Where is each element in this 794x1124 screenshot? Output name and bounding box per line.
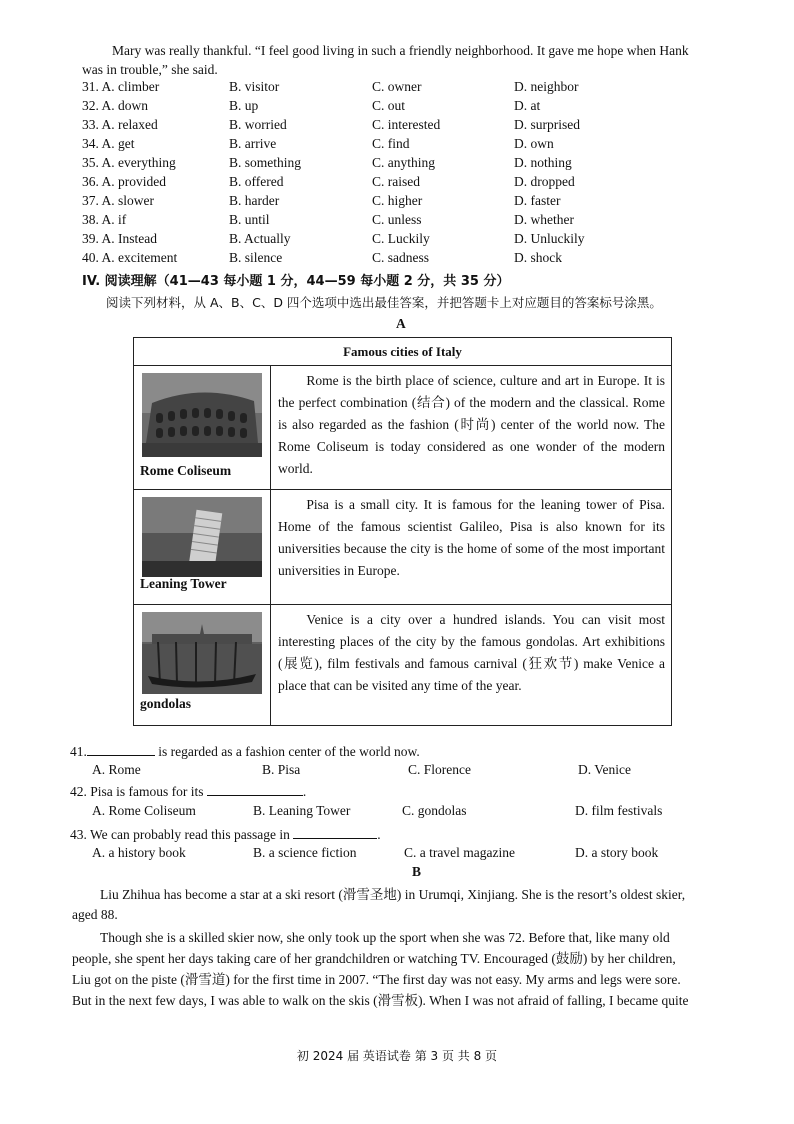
option-b: B. visitor <box>229 79 280 94</box>
question-42-options <box>0 803 794 822</box>
option-d: D. nothing <box>514 155 572 170</box>
image-cell <box>134 605 271 726</box>
question-end: . <box>377 827 381 842</box>
option-d: D. own <box>514 136 554 151</box>
option-c: C. find <box>372 136 410 151</box>
option-b: B. up <box>229 98 259 113</box>
option-a: 38. A. if <box>82 212 127 227</box>
passage-label-a: A <box>396 316 406 331</box>
option-a: 39. A. Instead <box>82 231 157 246</box>
option-d: D. whether <box>514 212 574 227</box>
cloze-row <box>0 98 794 117</box>
option-b: B. Leaning Tower <box>253 803 351 818</box>
option-c: C. unless <box>372 212 422 227</box>
cloze-row <box>0 231 794 250</box>
city-description: Venice is a city over a hundred islands. You can visit most interesting places of the city by the famous gondolas. Art exhibitions (展览), film festivals and famous carnival (狂欢节) make Venice a place that can be visited any time of the year. <box>271 605 672 726</box>
passage-b-line: But in the next few days, I was able to walk on the skis (滑雪板). When I was not afraid of falling, I became quite <box>72 993 689 1008</box>
option-a: A. a history book <box>92 845 186 860</box>
option-a: 34. A. get <box>82 136 135 151</box>
option-a: 33. A. relaxed <box>82 117 158 132</box>
cities-table <box>133 337 672 726</box>
option-b: B. offered <box>229 174 284 189</box>
question-stem: 43. We can probably read this passage in <box>70 827 294 842</box>
option-d: D. surprised <box>514 117 580 132</box>
option-b: B. harder <box>229 193 280 208</box>
cloze-row <box>0 79 794 98</box>
passage-b-line: Liu Zhihua has become a star at a ski resort (滑雪圣地) in Urumqi, Xinjiang. She is the resort’s oldest skier, <box>100 887 686 902</box>
option-c: C. anything <box>372 155 435 170</box>
question-end: . <box>302 784 307 799</box>
option-a: 37. A. slower <box>82 193 154 208</box>
option-a: 35. A. everything <box>82 155 176 170</box>
option-c: C. sadness <box>372 250 429 265</box>
section-heading: IV. 阅读理解（41—43 每小题 1 分，44—59 每小题 2 分，共 35 分） <box>82 274 510 289</box>
leaning-tower-image <box>142 497 262 577</box>
option-b: B. a science fiction <box>253 845 357 860</box>
option-b: B. something <box>229 155 302 170</box>
option-b: B. worried <box>229 117 287 132</box>
option-b: B. silence <box>229 250 283 265</box>
table-row <box>134 490 672 605</box>
passage-b-line: Though she is a skilled skier now, she only took up the sport when she was 72. Before that, like many old <box>100 930 670 945</box>
passage-b-line: Liu got on the piste (滑雪道) for the first time in 2007. “The first day was not easy. My arms and legs were sore. <box>72 972 681 987</box>
option-b: B. Pisa <box>262 762 301 777</box>
option-c: C. Luckily <box>372 231 430 246</box>
option-d: D. faster <box>514 193 561 208</box>
cloze-row <box>0 136 794 155</box>
option-c: C. out <box>372 98 406 113</box>
answer-blank <box>207 781 303 796</box>
cloze-row <box>0 212 794 231</box>
image-caption: Leaning Tower <box>140 576 227 591</box>
answer-blank <box>293 824 377 839</box>
question-42 <box>70 781 306 800</box>
option-c: C. a travel magazine <box>404 845 515 860</box>
option-d: D. a story book <box>575 845 659 860</box>
option-d: D. at <box>514 98 541 113</box>
option-b: B. until <box>229 212 270 227</box>
cloze-row <box>0 117 794 136</box>
table-title: Famous cities of Italy <box>134 338 672 366</box>
option-c: C. interested <box>372 117 441 132</box>
option-a: 31. A. climber <box>82 79 160 94</box>
option-a: 40. A. excitement <box>82 250 178 265</box>
intro-line-1: Mary was really thankful. “I feel good living in such a friendly neighborhood. It gave me hope when Hank <box>112 43 689 58</box>
option-c: C. gondolas <box>402 803 467 818</box>
option-c: C. raised <box>372 174 420 189</box>
image-cell <box>134 490 271 605</box>
answer-blank <box>87 741 155 756</box>
city-description: Pisa is a small city. It is famous for the leaning tower of Pisa. Home of the famous scientist Galileo, Pisa is also known for its universities because the city is the home of some of the most important universities in Europe. <box>271 490 672 605</box>
passage-label-b: B <box>412 864 422 879</box>
option-c: C. owner <box>372 79 422 94</box>
option-d: D. dropped <box>514 174 575 189</box>
image-caption: gondolas <box>140 696 192 711</box>
option-b: B. Actually <box>229 231 291 246</box>
question-41-options <box>0 762 794 781</box>
image-cell <box>134 366 271 490</box>
city-description: Rome is the birth place of science, culture and art in Europe. It is the perfect combination (结合) of the modern and the classical. Rome is also regarded as the fashion (时尚) center of the world now. The Rome Coliseum is today considered as one wonder of the modern world. <box>271 366 672 490</box>
option-a: A. Rome Coliseum <box>92 803 196 818</box>
gondolas-image <box>142 612 262 694</box>
cloze-row <box>0 155 794 174</box>
cloze-row <box>0 250 794 269</box>
option-d: D. film festivals <box>575 803 663 818</box>
question-43 <box>70 824 381 843</box>
section-instruction: 阅读下列材料，从 A、B、C、D 四个选项中选出最佳答案，并把答题卡上对应题目的答案标号涂黑。 <box>106 295 662 310</box>
option-a: 36. A. provided <box>82 174 166 189</box>
question-stem: is regarded as a fashion center of the world now. <box>154 744 420 759</box>
table-row <box>134 605 672 726</box>
cloze-row <box>0 193 794 212</box>
page-footer: 初 2024 届 英语试卷 第 3 页 共 8 页 <box>296 1049 498 1063</box>
table-row <box>134 366 672 490</box>
option-d: D. Unluckily <box>514 231 585 246</box>
option-d: D. shock <box>514 250 562 265</box>
passage-b-line: people, she spent her days taking care of her grandchildren or watching TV. Encouraged (鼓励) by her children, <box>72 951 676 966</box>
option-a: 32. A. down <box>82 98 149 113</box>
question-43-options <box>0 845 794 864</box>
image-caption: Rome Coliseum <box>140 463 232 478</box>
option-c: C. higher <box>372 193 423 208</box>
option-d: D. neighbor <box>514 79 579 94</box>
option-c: C. Florence <box>408 762 471 777</box>
rome-coliseum-image <box>142 373 262 457</box>
cloze-row <box>0 174 794 193</box>
question-stem: 42. Pisa is famous for its <box>70 784 207 799</box>
passage-b-line: aged 88. <box>72 907 118 922</box>
option-a: A. Rome <box>92 762 141 777</box>
option-d: D. Venice <box>578 762 631 777</box>
intro-line-2: was in trouble,” she said. <box>82 62 218 77</box>
question-number: 41. <box>70 744 87 759</box>
question-41 <box>70 741 420 760</box>
option-b: B. arrive <box>229 136 277 151</box>
